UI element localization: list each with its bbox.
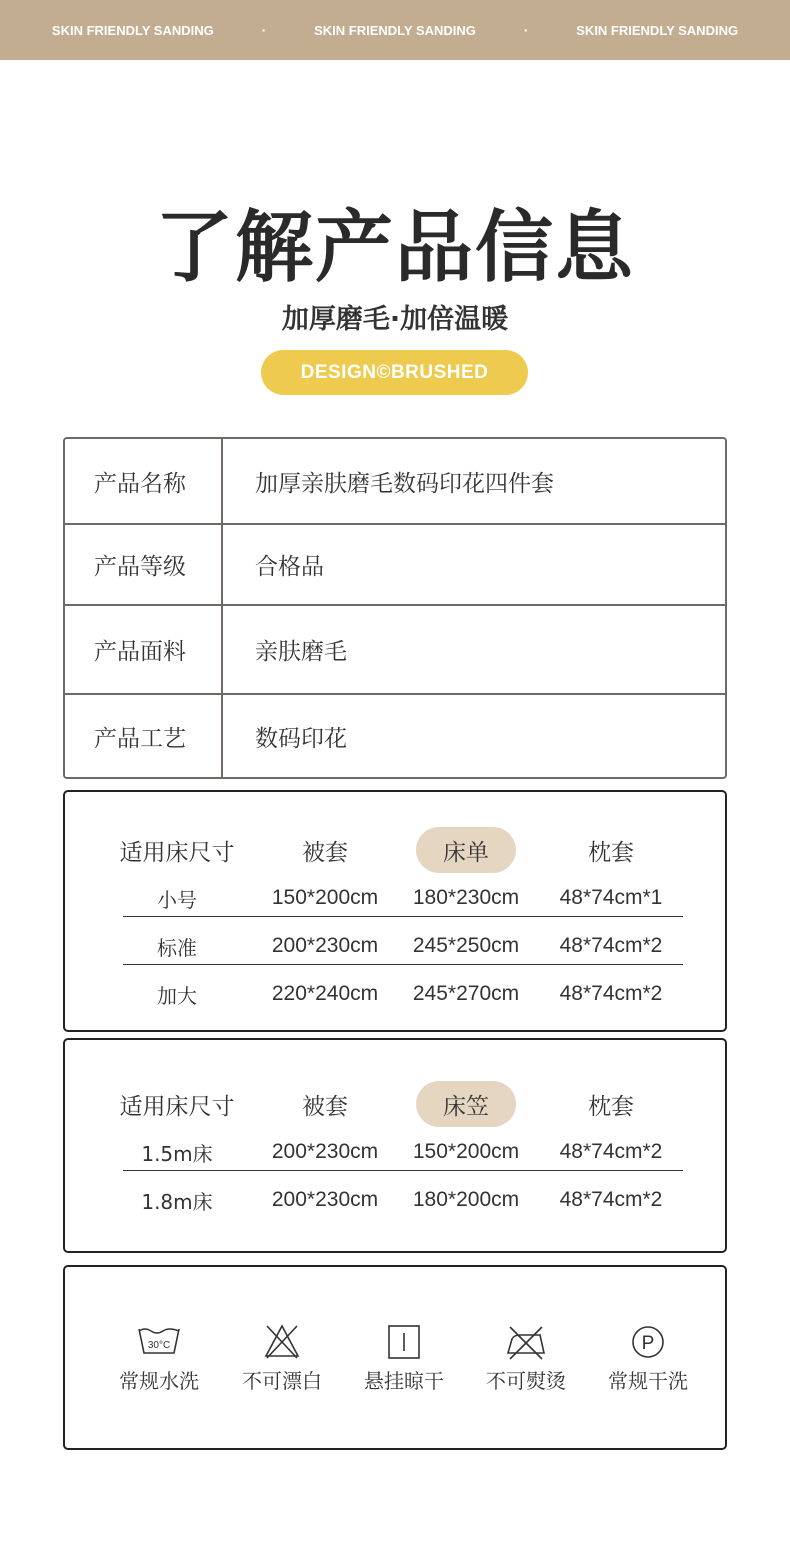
row-label: 标准	[157, 935, 197, 960]
pillowcase-size: 48*74cm*2	[559, 982, 663, 1005]
header-cell: 被套	[302, 1093, 348, 1120]
pillowcase-size: 48*74cm*2	[559, 934, 663, 957]
fitted-sheet-size-table	[63, 1038, 727, 1253]
header-cell-highlight: 床单	[416, 827, 516, 873]
row-label: 小号	[157, 887, 197, 912]
duvet-size: 200*230cm	[271, 1188, 379, 1211]
flat-sheet-size-table	[63, 790, 727, 1032]
header-cell: 枕套	[588, 1093, 634, 1120]
top-banner	[0, 0, 790, 60]
wash-30-icon	[135, 1323, 183, 1361]
header-cell: 适用床尺寸	[119, 839, 235, 866]
header-cell: 适用床尺寸	[119, 1093, 235, 1120]
care-item	[588, 1323, 708, 1394]
table-header	[65, 825, 725, 875]
page-title: 了解产品信息	[154, 203, 635, 293]
duvet-size: 200*230cm	[271, 1140, 379, 1163]
sheet-size: 180*230cm	[412, 886, 520, 909]
info-key: 产品面料	[65, 606, 223, 693]
info-row	[65, 695, 725, 777]
header-cell: 枕套	[588, 839, 634, 866]
info-key: 产品名称	[65, 439, 223, 523]
row-label: 加大	[157, 983, 197, 1008]
fitted-sheet-size: 180*200cm	[412, 1188, 520, 1211]
sheet-size: 245*250cm	[412, 934, 520, 957]
row-label: 1.5m床	[141, 1141, 213, 1166]
info-value: 亲肤磨毛	[255, 639, 347, 665]
care-item	[99, 1323, 219, 1394]
hang-dry-icon	[380, 1323, 428, 1361]
row-divider	[123, 964, 683, 965]
design-badge: DESIGN©BRUSHED	[261, 350, 528, 395]
row-label: 1.8m床	[141, 1189, 213, 1214]
pillowcase-size: 48*74cm*1	[559, 886, 663, 909]
info-row	[65, 606, 725, 695]
pillowcase-size: 48*74cm*2	[559, 1140, 663, 1163]
care-instructions	[63, 1265, 727, 1450]
banner-separator: ·	[523, 22, 529, 38]
info-row	[65, 439, 725, 525]
banner-text: SKIN FRIENDLY SANDING	[576, 22, 739, 38]
care-label: 不可漂白	[242, 1369, 322, 1393]
duvet-size: 150*200cm	[271, 886, 379, 909]
product-info-table	[63, 437, 727, 779]
care-item	[466, 1323, 586, 1394]
care-item	[222, 1323, 342, 1394]
no-iron-icon	[502, 1323, 550, 1361]
banner-text: SKIN FRIENDLY SANDING	[314, 22, 476, 38]
care-label: 悬挂晾干	[364, 1369, 444, 1393]
fitted-sheet-size: 150*200cm	[412, 1140, 520, 1163]
header-cell-highlight: 床笠	[416, 1081, 516, 1127]
banner-text: SKIN FRIENDLY SANDING	[51, 22, 214, 38]
info-value: 合格品	[255, 554, 324, 580]
info-value: 加厚亲肤磨毛数码印花四件套	[255, 470, 554, 497]
table-header	[65, 1079, 725, 1129]
dry-clean-letter: P	[641, 1333, 655, 1354]
pillowcase-size: 48*74cm*2	[559, 1188, 663, 1211]
info-value: 数码印花	[255, 725, 347, 752]
dry-clean-icon	[624, 1323, 672, 1361]
row-divider	[123, 1170, 683, 1171]
duvet-size: 220*240cm	[271, 982, 379, 1005]
info-row	[65, 525, 725, 606]
duvet-size: 200*230cm	[271, 934, 379, 957]
info-key: 产品工艺	[65, 695, 223, 777]
care-label: 常规干洗	[608, 1369, 688, 1393]
sheet-size: 245*270cm	[412, 982, 520, 1005]
no-bleach-icon	[258, 1323, 306, 1361]
wash-temp-text: 30°C	[147, 1340, 171, 1351]
page-subtitle: 加厚磨毛·加倍温暖	[281, 304, 509, 335]
banner-separator: ·	[261, 22, 267, 38]
header-cell: 被套	[302, 839, 348, 866]
care-item	[344, 1323, 464, 1394]
info-key: 产品等级	[65, 525, 223, 604]
row-divider	[123, 916, 683, 917]
care-label: 常规水洗	[119, 1369, 199, 1393]
care-label: 不可熨烫	[486, 1369, 566, 1393]
